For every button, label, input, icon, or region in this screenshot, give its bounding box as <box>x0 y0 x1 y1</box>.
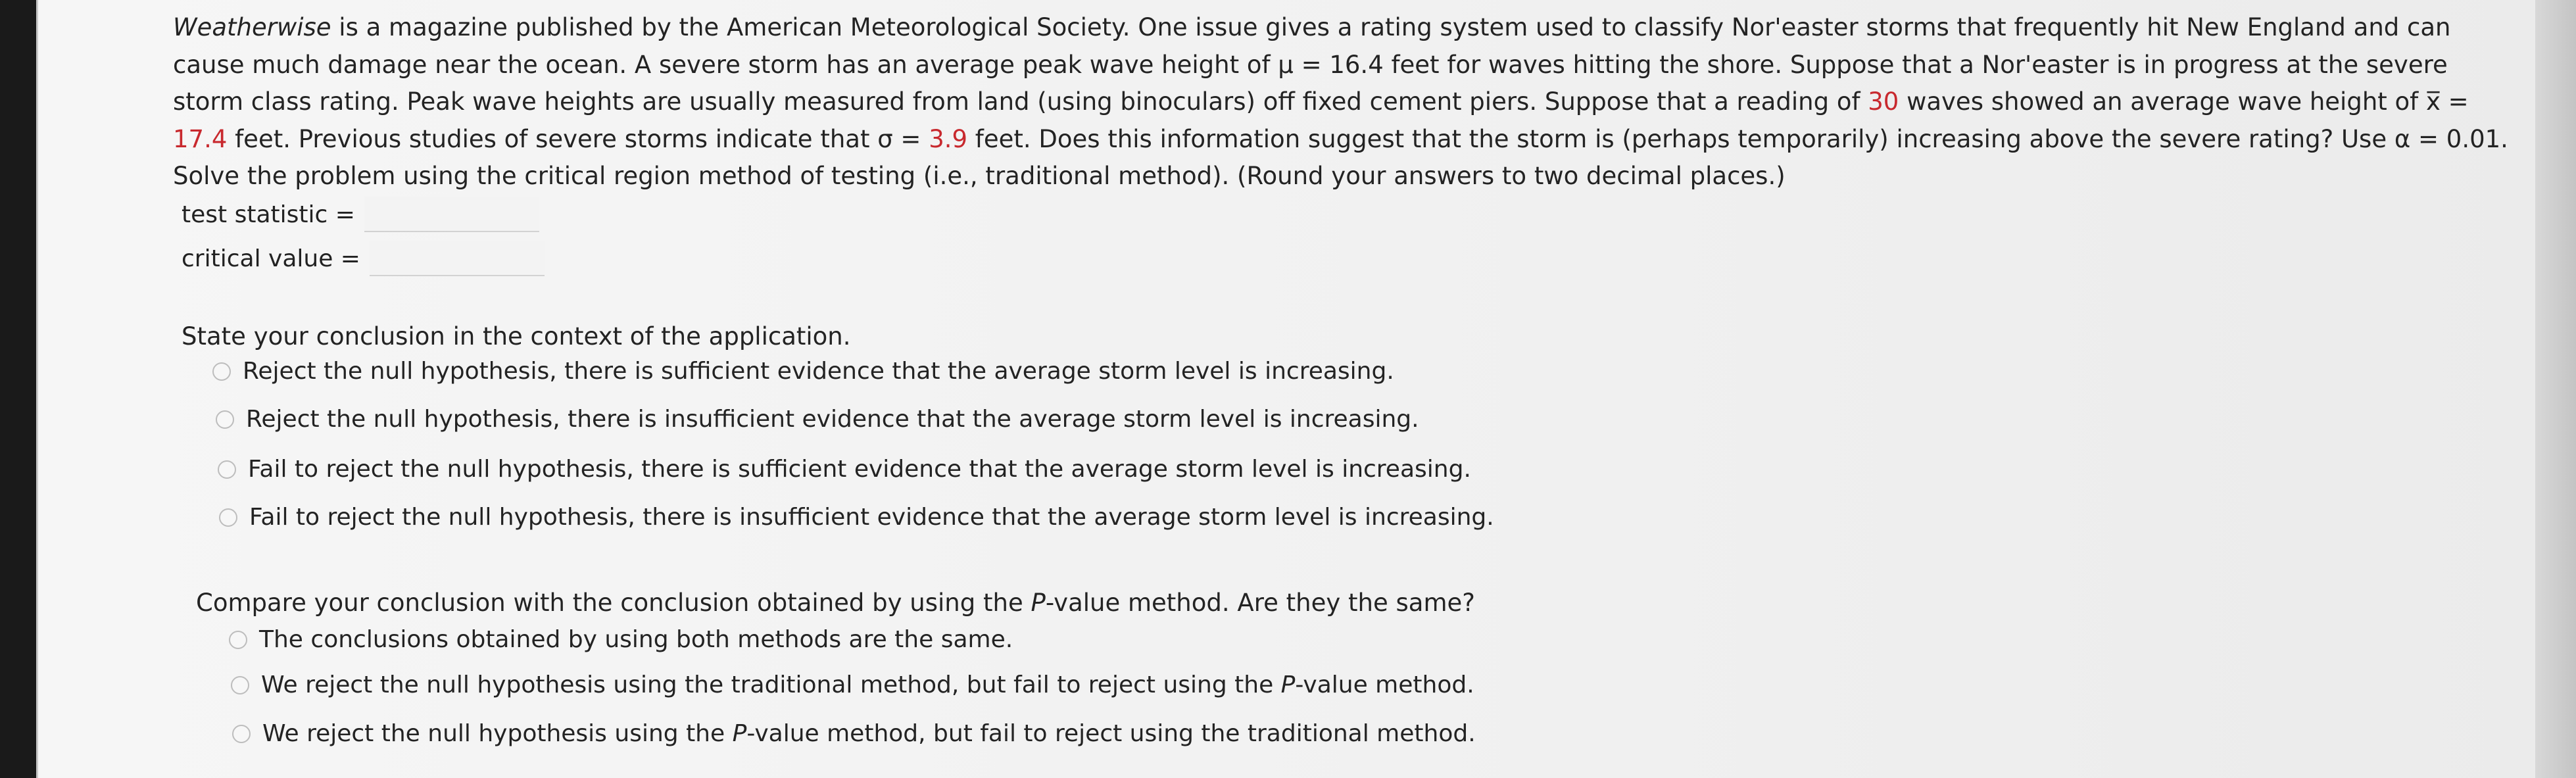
radio-icon[interactable] <box>218 460 236 479</box>
critical-value-input[interactable] <box>370 241 545 276</box>
compare-prompt: Compare your conclusion with the conclusion obtained by using the P-value method. Are they the same? <box>196 589 1475 617</box>
compare-option-2[interactable]: We reject the null hypothesis using the traditional method, but fail to reject using the P-value method. <box>231 671 1474 698</box>
conclusion-prompt: State your conclusion in the context of the application. <box>182 322 851 351</box>
compare-option-1[interactable]: The conclusions obtained by using both methods are the same. <box>229 626 1013 653</box>
radio-icon[interactable] <box>229 631 247 649</box>
conclusion-option-3[interactable]: Fail to reject the null hypothesis, there is sufficient evidence that the average storm level is increasing. <box>218 456 1471 483</box>
critical-value-label: critical value = <box>182 245 360 272</box>
sigma-value: 3.9 <box>929 124 968 153</box>
conclusion-option-2[interactable]: Reject the null hypothesis, there is insufficient evidence that the average storm level is increasing. <box>216 406 1419 433</box>
radio-icon[interactable] <box>216 410 234 429</box>
radio-icon[interactable] <box>219 508 237 527</box>
radio-icon[interactable] <box>231 676 249 694</box>
conclusion-option-1[interactable]: Reject the null hypothesis, there is sufficient evidence that the average storm level is increasing. <box>212 358 1394 385</box>
test-statistic-input[interactable] <box>364 197 539 232</box>
question-panel <box>36 0 2535 778</box>
test-statistic-row <box>182 195 539 233</box>
sample-size-value: 30 <box>1868 87 1899 116</box>
window-edge <box>2535 0 2576 778</box>
problem-text: Weatherwise is a magazine published by the American Meteorological Society. One issue gives a rating system used to classify Nor'easter storms that frequently hit New England and can cause much damage near the ocean. A severe storm has an average peak wave height of μ = 16.4 feet for waves hitting the shore. Suppose that a Nor'easter is in progress at the severe storm class rating. Peak wave heights are usually measured from land (using binoculars) off fixed cement piers. Suppose that a reading of 30 waves showed an average wave height of x̅ = 17.4 feet. Previous studies of severe storms indicate that σ = 3.9 feet. Does this information suggest that the storm is (perhaps temporarily) increasing above the severe rating? Use α = 0.01. Solve the problem using the critical region method of testing (i.e., traditional method). (Round your answers to two decimal places.) <box>173 13 2508 190</box>
radio-icon[interactable] <box>212 362 231 381</box>
test-statistic-label: test statistic = <box>182 201 355 228</box>
critical-value-row <box>182 239 545 278</box>
compare-option-3[interactable]: We reject the null hypothesis using the P-value method, but fail to reject using the traditional method. <box>232 720 1476 747</box>
sample-mean-value: 17.4 <box>173 124 228 153</box>
conclusion-option-4[interactable]: Fail to reject the null hypothesis, there is insufficient evidence that the average storm level is increasing. <box>219 504 1494 531</box>
radio-icon[interactable] <box>232 725 251 743</box>
magazine-name: Weatherwise <box>173 13 331 41</box>
